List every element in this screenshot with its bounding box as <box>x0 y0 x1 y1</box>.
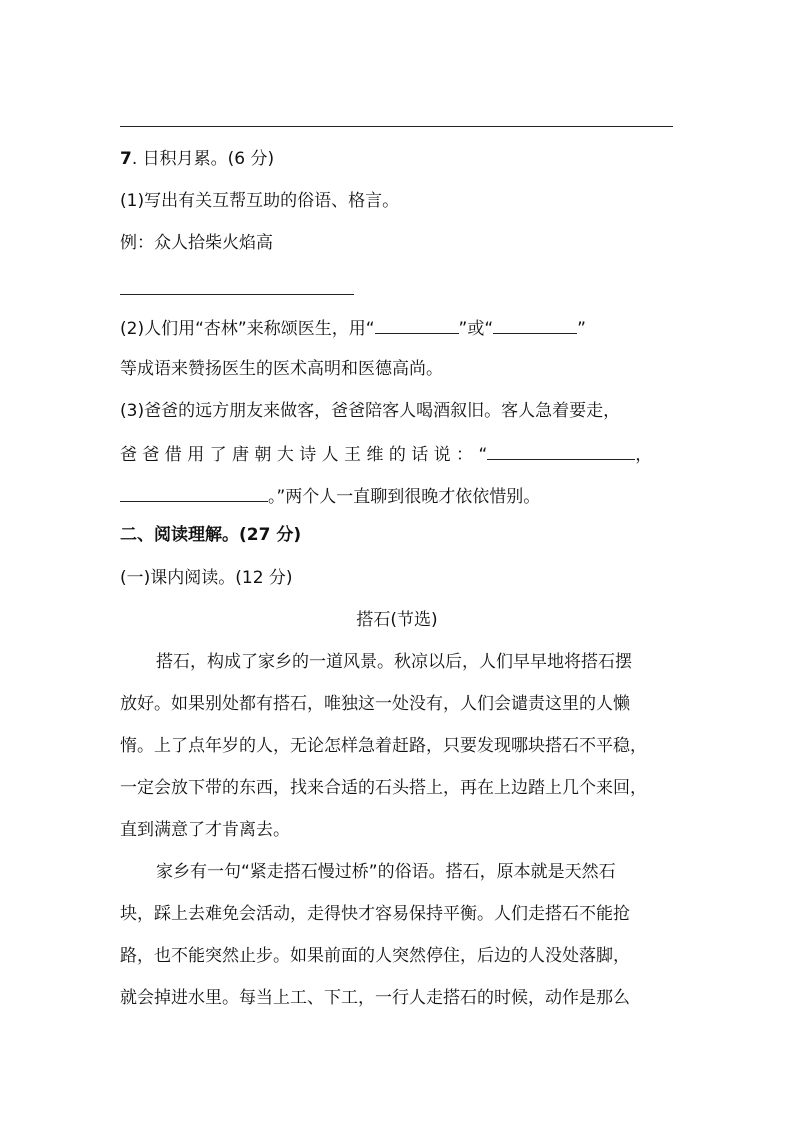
passage-para2-line3: 路，也不能突然止步。如果前面的人突然停住，后边的人没处落脚， <box>120 946 630 966</box>
passage-para1-line3: 惰。上了点年岁的人，无论怎样急着赶路，只要发现哪块搭石不平稳， <box>120 736 647 756</box>
q7-part2-text-c: ” <box>577 319 586 339</box>
passage-para2-line4: 就会掉进水里。每当上工、下工，一行人走搭石的时候，动作是那么 <box>120 988 630 1008</box>
q7-part3-text-a: 爸 爸 借 用 了 唐 朝 大 诗 人 王 维 的 话 说 ： “ <box>120 445 488 465</box>
passage-para1-line4: 一定会放下带的东西，找来合适的石头搭上，再在上边踏上几个来回， <box>120 778 647 798</box>
q7-part3-line2 <box>120 441 652 467</box>
q7-part2-line1 <box>120 315 586 341</box>
q7-part2-text-a: (2)人们用“杏林”来称颂医生，用“ <box>120 319 375 339</box>
q7-part1-answer-line[interactable] <box>120 294 354 295</box>
q7-part3-blank-1[interactable] <box>487 441 635 460</box>
q7-part3-text-b: ， <box>635 445 653 465</box>
q7-part2-line2: 等成语来赞扬医生的医术高明和医德高尚。 <box>120 359 443 379</box>
top-answer-line <box>120 126 673 127</box>
q7-title <box>120 147 274 171</box>
passage-title: 搭石(节选) <box>356 610 438 630</box>
passage-para2-line1: 家乡有一句“紧走搭石慢过桥”的俗语。搭石，原本就是天然石 <box>156 862 616 882</box>
q7-title-text: . 日积月累。(6 分) <box>131 149 275 169</box>
q7-number: 7 <box>120 149 132 169</box>
q7-part3-blank-2[interactable] <box>120 483 268 502</box>
q7-part3-text-c: 。”两个人一直聊到很晚才依依惜别。 <box>268 487 541 507</box>
q7-part2-text-b: ”或“ <box>458 319 494 339</box>
section-two-heading: 二、阅读理解。(27 分) <box>120 525 302 545</box>
passage-para2-line2: 块，踩上去难免会活动，走得快才容易保持平衡。人们走搭石不能抢 <box>120 904 630 924</box>
q7-part2-blank-1[interactable] <box>375 315 459 334</box>
passage-para1-line5: 直到满意了才肯离去。 <box>120 820 290 840</box>
passage-para1-line1: 搭石，构成了家乡的一道风景。秋凉以后，人们早早地将搭石摆 <box>156 652 632 672</box>
q7-part1-example: 例：众人拾柴火焰高 <box>120 233 273 253</box>
q7-part2-blank-2[interactable] <box>493 315 577 334</box>
q7-part3-line1: (3)爸爸的远方朋友来做客，爸爸陪客人喝酒叙旧。客人急着要走， <box>120 401 621 421</box>
passage-para1-line2: 放好。如果别处都有搭石，唯独这一处没有，人们会谴责这里的人懒 <box>120 694 630 714</box>
section-two-subheading: (一)课内阅读。(12 分) <box>120 568 293 588</box>
q7-part1: (1)写出有关互帮互助的俗语、格言。 <box>120 191 400 211</box>
q7-part3-line3 <box>120 483 540 509</box>
